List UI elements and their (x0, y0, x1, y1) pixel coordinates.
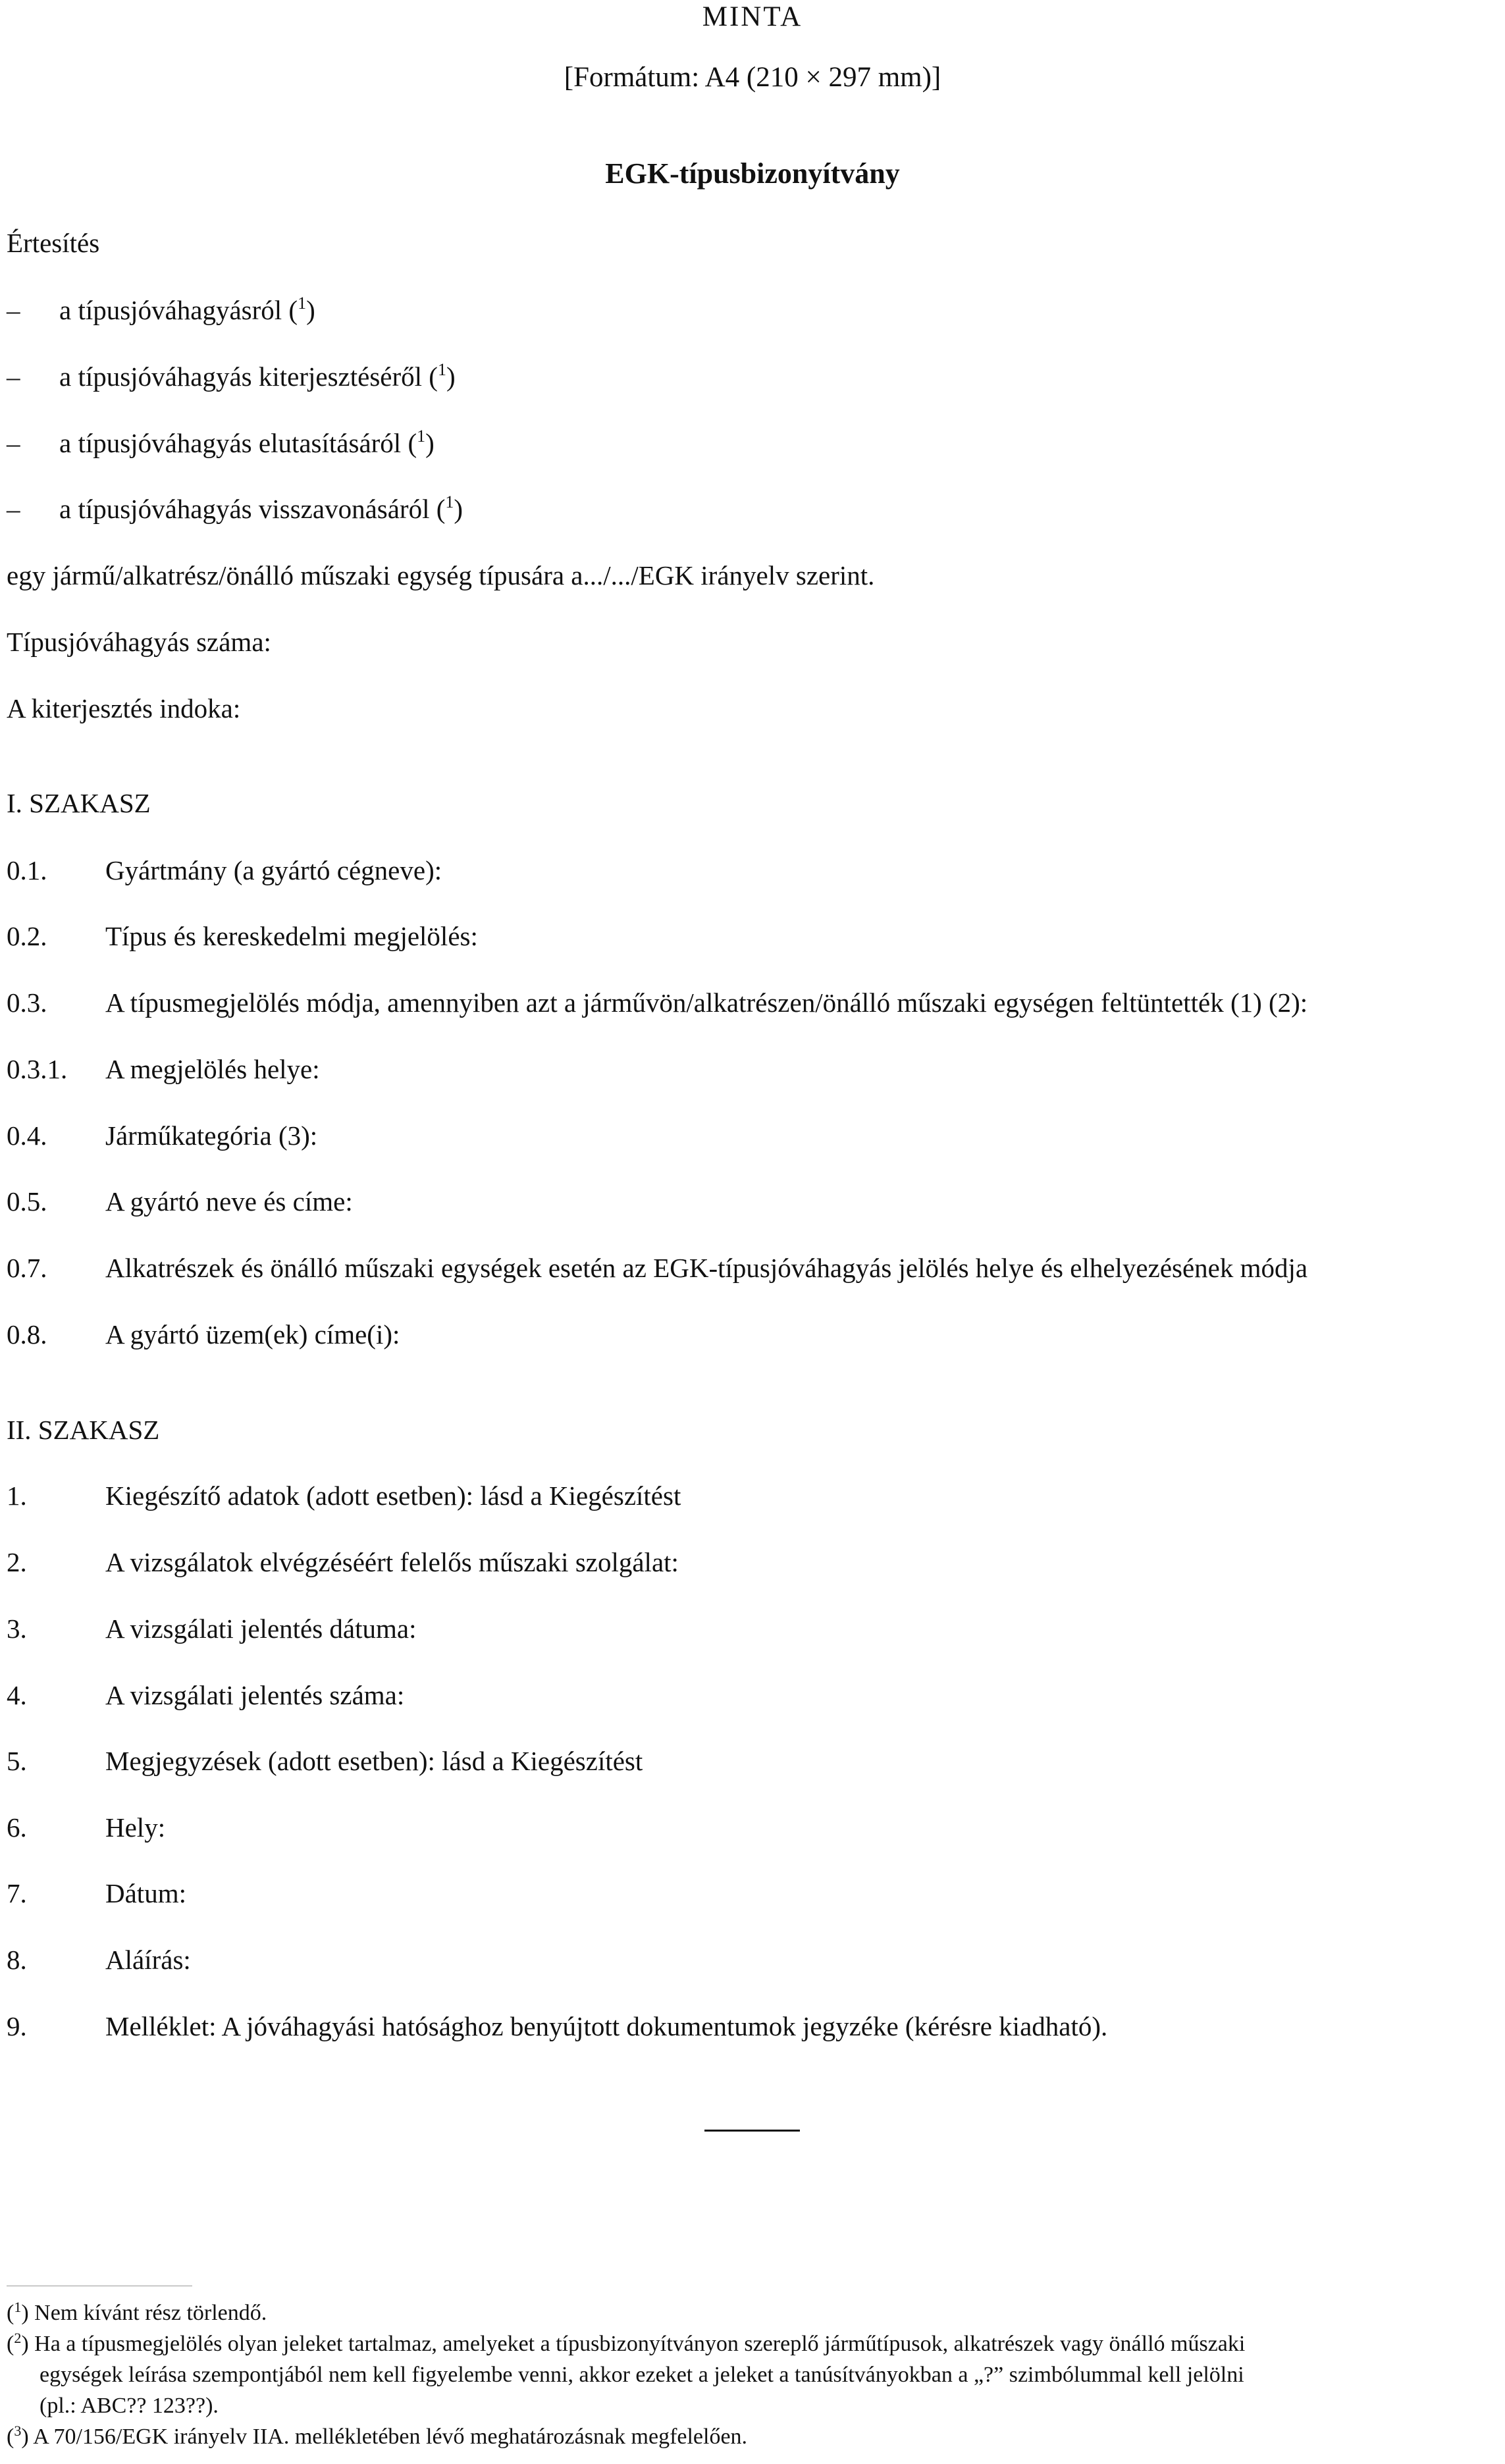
form-row (0, 1679, 1505, 1719)
form-row (0, 1877, 1505, 1917)
row-number: 0.3.1. (7, 1054, 68, 1084)
row-label: A gyártó neve és címe: (105, 1186, 353, 1217)
row-label: Aláírás: (105, 1945, 191, 1975)
sample-label: MINTA (702, 1, 803, 32)
form-row (0, 1613, 1505, 1652)
row-number: 8. (7, 1945, 27, 1975)
row-label: A vizsgálati jelentés száma: (105, 1680, 405, 1710)
form-row (0, 854, 1505, 894)
row-label: A vizsgálati jelentés dátuma: (105, 1613, 417, 1644)
row-number: 4. (7, 1680, 27, 1710)
row-number: 0.4. (7, 1120, 47, 1151)
end-rule (704, 2130, 800, 2132)
row-number: 0.8. (7, 1319, 47, 1350)
row-number: 1. (7, 1481, 27, 1511)
form-row (0, 1186, 1505, 1225)
row-number: 6. (7, 1812, 27, 1843)
form-row (0, 1120, 1505, 1159)
row-number: 0.2. (7, 921, 47, 951)
form-row (0, 1319, 1505, 1358)
row-label: Típus és kereskedelmi megjelölés: (105, 921, 478, 951)
row-label: Járműkategória (3): (105, 1120, 318, 1151)
row-number: 0.7. (7, 1253, 47, 1283)
scope-line: egy jármű/alkatrész/önálló műszaki egység típusára a.../.../EGK irányelv szerint. (7, 560, 875, 590)
footnote: ($^1$) Nem kívánt rész törlendő. (7, 2299, 267, 2325)
row-number: 5. (7, 1746, 27, 1776)
row-label: Alkatrészek és önálló műszaki egységek esetén az EGK-típusjóváhagyás jelölés helye és elhelyezésének módja (105, 1253, 1308, 1283)
notification-item: – a típusjóváhagyásról ($^1$) (7, 294, 315, 325)
notification-item: – a típusjóváhagyás elutasításáról ($^1$) (7, 427, 435, 458)
form-row (0, 1252, 1505, 1292)
row-label: Gyártmány (a gyártó cégneve): (105, 855, 442, 885)
row-number: 0.5. (7, 1186, 47, 1217)
form-row (0, 1480, 1505, 1519)
section-2-heading: II. SZAKASZ (7, 1415, 160, 1445)
notification-label: Értesítés (7, 228, 100, 258)
notification-item: – a típusjóváhagyás visszavonásáról ($^1$) (7, 492, 463, 524)
form-row (0, 1944, 1505, 1983)
row-number: 2. (7, 1547, 27, 1577)
row-label: Hely: (105, 1812, 166, 1843)
notification-item: – a típusjóváhagyás kiterjesztéséről ($^1$) (7, 360, 456, 392)
form-row (0, 987, 1505, 1026)
row-number: 9. (7, 2011, 27, 2041)
approval-number-field: Típusjóváhagyás száma: (7, 627, 271, 657)
footnote: ($^2$) Ha a típusmegjelölés olyan jeleket tartalmaz, amelyeket a típusbizonyítványon szereplő járműtípusok, alkatrészek vagy önálló műszaki egységek leírása szempontjából nem kell figyelembe venni, akkor ezeket a jeleket a tanúsítványokban a „?” szimbólummal kell jelölni (pl.: ABC?? 123??). (7, 2330, 1246, 2418)
row-label: A vizsgálatok elvégzéséért felelős műszaki szolgálat: (105, 1547, 679, 1577)
row-label: A típusmegjelölés módja, amennyiben azt a járművön/alkatrészen/önálló műszaki egységen feltüntették (1) (2): (105, 987, 1308, 1018)
form-row (0, 2010, 1505, 2050)
footnote: ($^3$) A 70/156/EGK irányelv IIA. mellékletében lévő meghatározásnak megfelelően. (7, 2423, 748, 2449)
row-label: Dátum: (105, 1878, 186, 1908)
form-row (0, 1745, 1505, 1785)
row-number: 0.1. (7, 855, 47, 885)
row-number: 3. (7, 1613, 27, 1644)
row-label: Kiegészítő adatok (adott esetben): lásd a Kiegészítést (105, 1481, 681, 1511)
row-number: 0.3. (7, 987, 47, 1018)
row-label: A gyártó üzem(ek) címe(i): (105, 1319, 400, 1350)
row-number: 7. (7, 1878, 27, 1908)
form-row (0, 1053, 1505, 1093)
form-row (0, 920, 1505, 960)
row-label: Melléklet: A jóváhagyási hatósághoz benyújtott dokumentumok jegyzéke (kérésre kiadható). (105, 2011, 1108, 2041)
section-1-heading: I. SZAKASZ (7, 788, 151, 818)
form-row (0, 1812, 1505, 1851)
row-label: Megjegyzések (adott esetben): lásd a Kiegészítést (105, 1746, 643, 1776)
format-note: [Formátum: A4 (210 × 297 mm)] (564, 62, 941, 93)
form-row (0, 1546, 1505, 1586)
row-label: A megjelölés helye: (105, 1054, 320, 1084)
document-title: EGK-típusbizonyítvány (605, 157, 900, 190)
extension-reason-field: A kiterjesztés indoka: (7, 693, 241, 723)
